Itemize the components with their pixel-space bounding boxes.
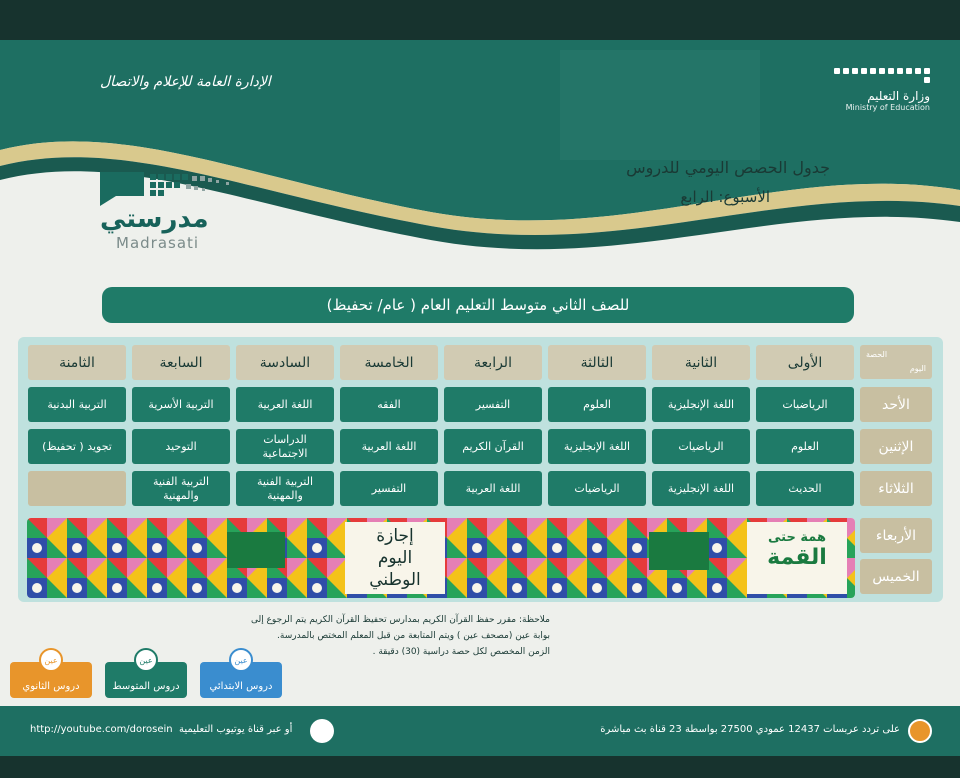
lesson-cell[interactable]: التربية الأسرية <box>132 387 230 422</box>
empty-cell <box>28 471 126 506</box>
lesson-cell[interactable]: اللغة الإنجليزية <box>548 429 646 464</box>
stage-label: دروس المتوسط <box>112 681 180 692</box>
lesson-cell[interactable]: اللغة العربية <box>340 429 438 464</box>
lesson-cell[interactable]: التفسير <box>444 387 542 422</box>
period-header: الثامنة <box>28 345 126 380</box>
satellite-info: على تردد عربسات 12437 عمودي 27500 بواسطة 23 قناة بث مباشرة <box>600 724 900 735</box>
national-day-slogan <box>747 522 847 594</box>
period-header: السابعة <box>132 345 230 380</box>
lesson-cell[interactable]: التربية الفنية والمهنية <box>132 471 230 506</box>
period-header: الخامسة <box>340 345 438 380</box>
week-title: الأسبوع: الرابع <box>680 188 770 206</box>
logo-text-ar: مدرستي <box>100 204 209 234</box>
stage-label: دروس الثانوي <box>22 681 80 692</box>
lesson-cell[interactable]: الرياضيات <box>756 387 854 422</box>
saudi-flag-icon <box>227 532 285 568</box>
period-header: الأولى <box>756 345 854 380</box>
stage-label: دروس الابتدائي <box>209 681 273 692</box>
note-line: الزمن المخصص لكل حصة دراسية (30) دقيقة . <box>372 647 550 657</box>
table-corner <box>860 345 932 379</box>
lesson-cell[interactable]: القرآن الكريم <box>444 429 542 464</box>
note-line: بوابة عين (مصحف عين ) ويتم المتابعة من قبل المعلم المختص بالمدرسة. <box>277 631 550 641</box>
youtube-url-text: http://youtube.com/dorosein <box>30 724 173 735</box>
note-line: ملاحظة: مقرر حفظ القرآن الكريم بمدارس تحفيظ القرآن الكريم يتم الرجوع إلى <box>250 615 550 625</box>
footer <box>0 706 960 756</box>
period-header: الثانية <box>652 345 750 380</box>
ministry-dots-icon <box>830 68 930 83</box>
middle-lessons-button[interactable] <box>105 655 187 698</box>
lesson-cell[interactable]: اللغة العربية <box>444 471 542 506</box>
holiday-line: إجازة <box>376 526 414 546</box>
youtube-url[interactable] <box>30 724 292 735</box>
secondary-lessons-button[interactable] <box>10 655 92 698</box>
day-label-thursday: الخميس <box>860 559 932 594</box>
slogan-top: همة حتى <box>768 530 826 545</box>
youtube-text: أو عبر قناة يوتيوب التعليمية <box>179 724 293 735</box>
lesson-cell[interactable]: اللغة العربية <box>236 387 334 422</box>
lesson-cell[interactable]: التفسير <box>340 471 438 506</box>
lesson-cell[interactable]: الفقه <box>340 387 438 422</box>
lesson-cell[interactable]: الرياضيات <box>652 429 750 464</box>
ministry-name-en: Ministry of Education <box>845 103 930 112</box>
madrasati-logo <box>96 168 266 258</box>
lesson-cell[interactable]: الدراسات الاجتماعية <box>236 429 334 464</box>
ein-badge-icon: عين <box>39 648 63 672</box>
ein-badge-icon: عين <box>229 648 253 672</box>
lesson-cell[interactable]: الحديث <box>756 471 854 506</box>
primary-lessons-button[interactable] <box>200 655 282 698</box>
youtube-channel-icon <box>310 719 334 743</box>
logo-text-en: Madrasati <box>116 234 200 252</box>
saudi-flag-icon <box>649 532 709 570</box>
footer-bottom-bar <box>0 756 960 778</box>
national-day-banner <box>27 518 855 598</box>
lesson-cell[interactable]: التربية البدنية <box>28 387 126 422</box>
lesson-cell[interactable]: العلوم <box>756 429 854 464</box>
corner-period-label: الحصة <box>866 350 888 359</box>
notes-block <box>120 612 550 660</box>
corner-day-label: اليوم <box>909 364 926 373</box>
period-header: الرابعة <box>444 345 542 380</box>
day-label-monday: الإثنين <box>860 429 932 464</box>
lesson-cell[interactable]: الرياضيات <box>548 471 646 506</box>
national-day-holiday-label <box>345 522 445 594</box>
lesson-cell[interactable]: اللغة الإنجليزية <box>652 387 750 422</box>
slogan-main: القمة <box>767 545 827 570</box>
madrasati-icon <box>96 168 266 208</box>
grade-title: للصف الثاني متوسط التعليم العام ( عام/ تحفيظ) <box>102 287 854 323</box>
day-label-tuesday: الثلاثاء <box>860 471 932 506</box>
day-label-wednesday: الأربعاء <box>860 518 932 553</box>
lesson-cell[interactable]: التربية الفنية والمهنية <box>236 471 334 506</box>
ein-badge-icon: عين <box>134 648 158 672</box>
holiday-line: اليوم <box>377 548 413 568</box>
ministry-logo <box>800 68 930 112</box>
lesson-cell[interactable]: العلوم <box>548 387 646 422</box>
page-title: جدول الحصص اليومي للدروس <box>626 158 830 177</box>
lesson-cell[interactable]: تجويد ( تحفيظ) <box>28 429 126 464</box>
holiday-line: الوطني <box>369 570 421 590</box>
period-header: السادسة <box>236 345 334 380</box>
day-label-sunday: الأحد <box>860 387 932 422</box>
top-bar <box>0 0 960 40</box>
lesson-cell[interactable]: اللغة الإنجليزية <box>652 471 750 506</box>
lesson-cell[interactable]: التوحيد <box>132 429 230 464</box>
admin-calligraphy: الإدارة العامة للإعلام والاتصال <box>100 74 271 90</box>
ministry-name-ar: وزارة التعليم <box>867 89 930 103</box>
period-header: الثالثة <box>548 345 646 380</box>
ein-channel-icon <box>908 719 932 743</box>
